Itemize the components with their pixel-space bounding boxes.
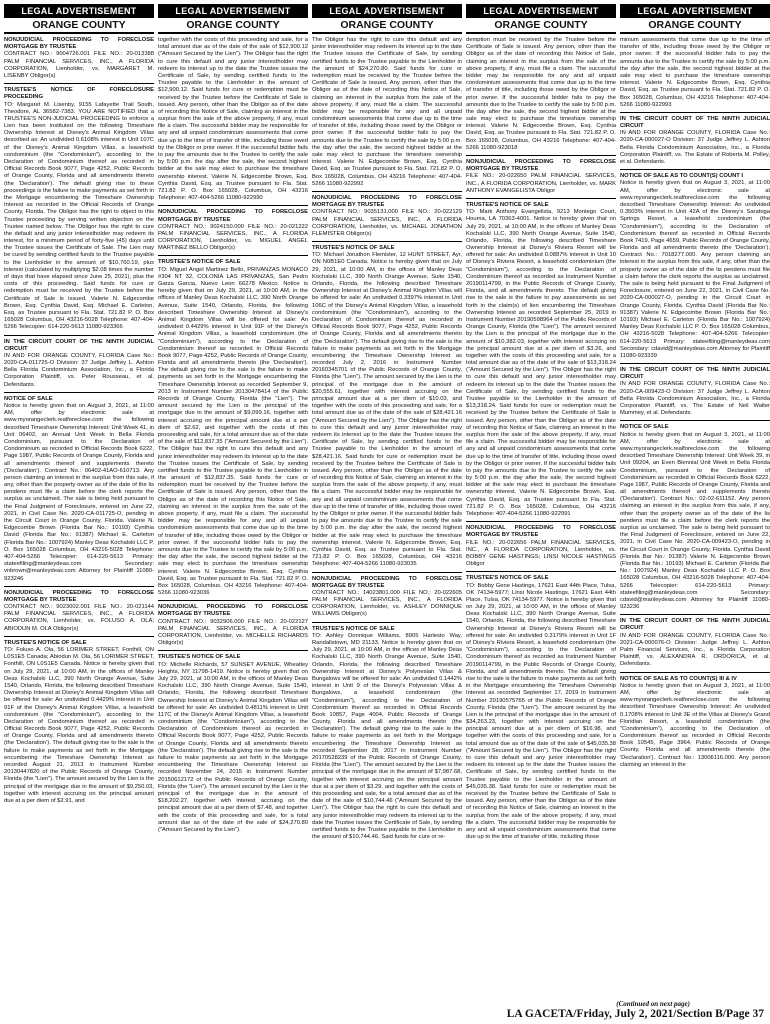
notice-divider xyxy=(158,205,308,206)
notice-divider xyxy=(4,83,154,84)
legal-notice xyxy=(312,195,462,238)
legal-notice xyxy=(4,396,154,583)
column-section-title: ORANGE COUNTY xyxy=(620,19,770,34)
column-section-title: ORANGE COUNTY xyxy=(312,19,462,34)
notice-body: minium assessments that come due up to the time of transfer of title, including those owed by the Obligor or prior owner. If the successful bidder fails to pay the amounts due to the Trustee to certify the sale by 5:00 p.m. the day after the sale, the second highest bidder at the sale may elect to purchase the timeshare ownership interest. Valerie N. Edgecombe Brown, Esq. Cynthia David, Esq. as Trustee pursuant to Fla. Stat. 721.82 P. O. Box 165028, Columbus, OH 43216 Telephone: 407-404-5266 11080-922993 xyxy=(620,37,770,108)
legal-notice xyxy=(620,367,770,417)
legal-notice xyxy=(312,37,462,188)
notice-body: TO: Mark Anthony Evangelista, 9213 Montego Court, Houma, LA 70363-4001. Notice is hereby given that on July 29, 2021, at 10:00 AM, in the offices of Manley Deas Kochalski LLC, 390 North Orange Avenue, Suite 1540, Orlando, Florida, the following described Timeshare Ownership Interest at Disney's Riviera Resort will be offered for sale: An undivided 0.0887% interest in Unit 10 of Disney's Riviera Resort, a leasehold condominium (the "Condominium"), according to the Declaration of Condominium thereof as recorded as Instrument Number 20190114799, in the Public Records of Orange County, Florida, and all amendments thereto. The default giving rise to the sale is the failure to pay assessments as set forth in the claim(s) of lien encumbering the Timeshare Ownership Interest as recorded September 25, 2019 in Instrument Number 20190598964 of the Public Records of Orange County, Florida (the "Lien"). The amount secured by the Lien is the principal of the mortgage due in the amount of $10,382.03, together with interest accruing on the principal amount due at a per diem of $3.26, and together with the costs of this proceeding and sale, for a total amount due as of the date of the sale of $13,318.24 ("Amount Secured by the Lien"). The Obligor has the right to cure this default and any junior interestholder may redeem its interest up to the date the Trustee issues the Certificate of Sale, by sending certified funds to the Trustee payable to the Lienholder in the amount of $13,318.24. Said funds for cure or redemption must be received by the Trustee before the Certificate of Sale is issued. Any person, other than the Obligor as of the date of recording this Notice of Sale, claiming an interest in the surplus from the sale of the above property, if any, must file a claim. The successful bidder may be responsible for any and all unpaid condominium assessments that come due up to the time of transfer of title, including those owed by the Obligor or prior owner. If the successful bidder fails to pay the amounts due to the Trustee to certify the sale by 5:00 p.m. the day after the sale, the second highest bidder at the sale may elect to purchase the timeshare ownership interest. Valerie N. Edgecombe Brown, Esq. Cynthia David, Esq. as Trustee pursuant to Fla. Stat. 721.82 P. O. Box 165028, Columbus, OH 43216 Telephone: 407-404-5266 11080-922991 xyxy=(466,209,616,517)
notice-heading: NONJUDICIAL PROCEEDING TO FORECLOSE MORTGAGE BY TRUSTEE xyxy=(466,525,616,539)
notice-divider xyxy=(4,586,154,587)
column-header-label: LEGAL ADVERTISEMENT xyxy=(158,4,308,18)
notice-divider xyxy=(466,155,616,156)
notice-body: Notice is hereby given that on August 3, 2021, at 11:00 AM, offer by electronic sale at www.myorangeclerk.realforeclose.com the following described Timeshare Ownership Interest: Unit Week 39, in Unit 09204, an Even Biennial Unit Week in Bella Florida Condominium, pursuant to the Declaration of Condominium as recorded in Official Records Book 6222, Page 1987, Public Records of Orange County, Florida and all amendments thereof and supplements thereto ('Declaration'). Contract No.: 02-02-611152. Any person claiming an interest in the surplus from this sale, if any, other than the property owner as of the date of the lis pendens must file a claim before the clerk reports the surplus as unclaimed. The sale is being held pursuant to the Final Judgment of Foreclosure, entered on June 22, 2021, in Civil Case No. 2020-CA-009423-O, pending in the Circuit Court in Orange County, Florida. Cynthia David (Florida Bar No.: 91387) Valerie N. Edgecombe Brown (Florida Bar No.: 10193) Michael E. Carleton (Florida Bar No.: 1007924) Manley Deas Kochalski LLC P. O. Box 165028 Columbus, OH 43216-5028 Telephone: 407-404-5266 Telecopier: 614-220-5613 Primary: stateefiling@manleydeas.com Secondary: cdavid@manleydeas.com Attorney for Plaintiff 11080-923236 xyxy=(620,431,770,611)
column-header-label: LEGAL ADVERTISEMENT xyxy=(466,4,616,18)
notice-heading: NOTICE OF SALE AS TO COUNT(S) III & IV xyxy=(620,675,737,682)
legal-notice xyxy=(158,654,308,834)
notice-divider xyxy=(466,521,616,522)
notice-divider xyxy=(312,241,462,242)
notice-heading: IN THE CIRCUIT COURT OF THE NINTH JUDICIAL CIRCUIT xyxy=(620,367,770,381)
notice-body: CONTRACT NO.: 9032906.000 FILE NO.: 20-022127 PALM FINANCIAL SERVICES, INC., A FLORIDA CORPORATION, Lienholder, vs. MICHELLE RICHARDS Obligor(s) xyxy=(158,618,308,647)
notice-heading: NONJUDICIAL PROCEEDING TO FORECLOSE MORTGAGE BY TRUSTEE xyxy=(4,589,154,603)
notice-body: CONTRACT NO.: 9023002.001 FILE NO.: 20-021144 PALM FINANCIAL SERVICES, INC., A FLORIDA CORPORATION, Lienholder, vs. FOLUSO A. OLA; ABIODUN M. OLA Obligor(s) xyxy=(4,604,154,632)
notice-divider xyxy=(620,112,770,113)
legal-notice xyxy=(620,116,770,166)
notice-body: CONTRACT NO.: 14023801.000 FILE NO.: 20-022605 PALM FINANCIAL SERVICES, INC., A FLORIDA CORPORATION, Lienholder, vs. ASHLEY DONNIQUE WILLIAMS Obligor(s) xyxy=(312,589,462,618)
notice-divider xyxy=(312,191,462,192)
legal-notice xyxy=(620,424,770,611)
legal-notice xyxy=(158,209,308,252)
legal-notice xyxy=(312,245,462,568)
notice-heading: IN THE CIRCUIT COURT OF THE NINTH JUDICIAL CIRCUIT xyxy=(4,338,154,352)
notice-body: CONTRACT NO.: 9024150.000 FILE NO.: 20-021222 PALM FINANCIAL SERVICES, INC., A FLORIDA CORPORATION, Lienholder, vs. MIGUEL ANGEL MARTINEZ BELLO Obligor(s) xyxy=(158,223,308,252)
notice-body: TO: Foluso A. Ola, 56 LORIMER STREET, Fonthill, ON L0S1E5 Canada; Abiodun M. Ola, 56 LORIMER STREET, Fonthill, ON L0S1E5 Canada. Notice is hereby given that on July 29, 2021, at 10:00 AM, in the offices of Manley Deas Kochalski LLC, 390 North Orange Avenue, Suite 1540, Orlando, Florida, the following described Timeshare Ownership Interest at Disney's Animal Kingdom Villas will be offered for sale: An undivided 0.4429% interest in Unit 91F of the Disney's Animal Kingdom Villas, a leasehold condominium (the "Condominium"), according to the Declaration of Condominium thereof as recorded in Official Records Book 9077, Page 4252, Public Records of Orange County, Florida and all amendments thereto (the 'Declaration'). The default giving rise to the sale is the failure to make payments as set forth in the Mortgage encumbering the Timeshare Ownership Interest as recorded August 21, 2013 in Instrument Number 20130447820 of the Public Records of Orange County, Florida (the "Lien"). The amount secured by the Lien is the principal of the mortgage due in the amount of $9,250.03, together with interest accruing on the principal amount due at a per diem of $2.91, and xyxy=(4,647,154,804)
notice-divider xyxy=(158,255,308,256)
legal-notice xyxy=(620,618,770,668)
notice-body: FILE NO.: 20-022656 PALM FINANCIAL SERVICES, INC., A FLORIDA CORPORATION, Lienholder, vs. BOBBY GENE HASTINGS; LINSI NICOLE HASTINGS Obligor xyxy=(466,539,616,568)
notice-heading: TRUSTEE'S NOTICE OF SALE xyxy=(158,259,241,266)
notice-body: TO: Michael Jonathon Flemister, 12 HUNT STREET, Ayr, ON N0B1E0 Canada. Notice is hereby given that on July 29, 2021, at 10:00 AM, in the offices of Manley Deas Kochalski LLC, 390 North Orange Avenue, Suite 1540, Orlando, Florida, the following described Timeshare Ownership Interest at Disney's Animal Kingdom Villas will be offered for sale: An undivided 0.3397% interest in Unit 106C of the Disney's Animal Kingdom Villas, a leasehold condominium (the "Condominium"), according to the Declaration of Condominium thereof as recorded in Official Records Book 9077, Page 4252, Public Records of Orange County, Florida and all amendments thereto (the 'Declaration'). The default giving rise to the sale is the failure to make payments as set forth in the Mortgage encumbering the Timeshare Ownership Interest as recorded July 2, 2016 in Instrument Number 20160345701 of the Public Records of Orange County, Florida (the "Lien"). The amount secured by the Lien is the principal of the mortgage due in the amount of $20,555.61, together with interest accruing on the principal amount due at a per diem of $10.03, and together with the costs of this proceeding and sale, for a total amount due as of the date of the sale of $28,421.16 ("Amount Secured by the Lien"). The Obligor has the right to cure this default and any junior interestholder may redeem its interest up to the date the Trustee issues the Certificate of Sale, by sending certified funds to the Trustee payable to the Lienholder in the amount of $28,421.16. Said funds for cure or redemption must be received by the Trustee before the Certificate of Sale is issued. Any person, other than the Obligor as of the date of recording this Notice of Sale, claiming an interest in the surplus from the sale of the above property, if any, must file a claim. The successful bidder may be responsible for any and all unpaid condominium assessments that come due up to the time of transfer of title, including those owed by the Obligor or prior owner. If the successful bidder fails to pay the amounts due to the Trustee to certify the sale by 5:00 p.m. the day after the sale, the second highest bidder at the sale may elect to purchase the timeshare ownership interest. Valerie N. Edgecombe Brown, Esq. Cynthia David, Esq. as Trustee pursuant to Fla. Stat. 721.82 P. O. Box 165028, Columbus, OH 43216 Telephone: 407-404-5266 11080-923035 xyxy=(312,252,462,568)
notice-heading: TRUSTEE'S NOTICE OF SALE xyxy=(312,245,395,252)
notice-heading: NONJUDICIAL PROCEEDING TO FORECLOSE MORTGAGE BY TRUSTEE xyxy=(4,37,154,51)
notice-divider xyxy=(620,672,770,673)
column-section-title: ORANGE COUNTY xyxy=(158,19,308,34)
page-folio: LA GACETA/Friday, July 2, 2021/Section B/Page 37 xyxy=(506,1008,764,1020)
notice-heading: TRUSTEE'S NOTICE OF SALE xyxy=(4,639,87,646)
notice-divider xyxy=(4,636,154,637)
notice-body: CONTRACT NO.: 9004726.001 FILE NO.: 20-013388 PALM FINANCIAL SERVICES, INC., A FLORIDA CORPORATION, Lienholder, vs. MARGARET M. LISENBY Obligor(s) xyxy=(4,51,154,79)
notice-divider xyxy=(466,198,616,199)
notice-divider xyxy=(620,420,770,421)
notice-heading: NONJUDICIAL PROCEEDING TO FORECLOSE MORTGAGE BY TRUSTEE xyxy=(312,194,462,209)
legal-notice xyxy=(4,590,154,633)
notice-divider xyxy=(4,335,154,336)
legal-notice xyxy=(158,37,308,202)
legal-notice xyxy=(4,87,154,331)
notice-heading: NOTICE OF SALE AS TO COUNT(S) COUNT I xyxy=(620,173,744,180)
legal-notice xyxy=(312,626,462,842)
notice-heading: TRUSTEE'S NOTICE OF SALE xyxy=(312,625,395,632)
legal-columns xyxy=(4,4,770,1004)
legal-notice xyxy=(4,640,154,805)
legal-notice xyxy=(620,676,770,769)
column-header-label: LEGAL ADVERTISEMENT xyxy=(312,4,462,18)
notice-body: TO: Bobby Gene Hastings, 17621 East 44th Place, Tulsa, OK 74134-5977; Linsi Nicole Hastings, 17621 East 44th Place, Tulsa, OK 74134-5977. Notice is hereby given that on July 29, 2021, at 10:00 AM, in the offices of Manley Deas Kochalski LLC, 390 North Orange Avenue, Suite 1540, Orlando, Florida, the following described Timeshare Ownership Interest at Disney's Riviera Resort will be offered for sale: An undivided 0.3179% interest in Unit 1F of Disney's Riviera Resort, a leasehold condominium (the "Condominium"), according to the Declaration of Condominium thereof as recorded as Instrument Number 20190114799, in the Public Records of Orange County, Florida, and all amendments thereto. The default giving rise to the sale is the failure to make payments as set forth in the Mortgage encumbering the Timeshare Ownership Interest as recorded September 17, 2019 in Instrument Number 20190575765 of the Public Records of Orange County, Florida (the "Lien"). The amount secured by the Lien is the principal of the mortgage due in the amount of $34,263.23, together with interest accruing on the principal amount due at a per diem of $16.98, and together with the costs of this proceeding and sale, for a total amount due as of the date of the sale of $45,035.38 ("Amount Secured by the Lien"). The Obligor has the right to cure this default and any junior interestholder may redeem its interest up to the date the Trustee issues the Certificate of Sale, by sending certified funds to the Trustee payable to the Lienholder in the amount of $45,035.38. Said funds for cure or redemption must be received by the Trustee before the Certificate of Sale is issued. Any person, other than the Obligor as of the date of recording this Notice of Sale, claiming an interest in the surplus from the sale of the above property, if any, must file a claim. The successful bidder may be responsible for any and all unpaid condominium assessments that come due up to the time of transfer of title, including those xyxy=(466,582,616,841)
notice-heading: NONJUDICIAL PROCEEDING TO FORECLOSE MORTGAGE BY TRUSTEE xyxy=(312,575,462,589)
notice-heading: NOTICE OF SALE xyxy=(4,395,53,402)
notice-heading: TRUSTEE'S NOTICE OF SALE xyxy=(466,201,549,208)
notice-heading: TRUSTEE'S NOTICE OF SALE xyxy=(466,575,549,582)
column-section-title: ORANGE COUNTY xyxy=(466,19,616,34)
notice-heading: TRUSTEE'S NOTICE OF FORECLOSURE PROCEEDING xyxy=(4,87,154,101)
column-1 xyxy=(4,4,154,1004)
legal-notice xyxy=(466,575,616,841)
notice-divider xyxy=(620,169,770,170)
notice-divider xyxy=(620,363,770,364)
notice-body: IN AND FOR ORANGE COUNTY, FLORIDA Case No.: 2020-CA-000027-O Division: 37 Judge Jeffrey L. Ashton Bella Florida Condominium Association, Inc., a Florida Corporation Plaintiff, vs. The Estate of Roberta M. Polley, et al. Defendants. xyxy=(620,130,770,165)
notice-heading: NONJUDICIAL PROCEEDING TO FORECLOSE MORTGAGE BY TRUSTEE xyxy=(158,604,308,618)
notice-body: demption must be received by the Trustee before the Certificate of Sale is issued. Any person, other than the Obligor as of the date of recording this Notice of Sale, claiming an interest in the surplus from the sale of the above property, if any, must file a claim. The successful bidder may be responsible for any and all unpaid condominium assessments that come due up to the time of transfer of title, including those owed by the Obligor or prior owner. If the successful bidder fails to pay the amounts due to the Trustee to certify the sale by 5:00 p.m. the day after the sale, the second highest bidder at the sale may elect to purchase the timeshare ownership interest. Valerie N. Edgecombe Brown, Esq. Cynthia David, Esq. as Trustee pursuant to Fla. Stat. 721.82 P. O. Box 165028, Columbus, OH 43216 Telephone: 407-404-5266 11080-923018 xyxy=(466,37,616,151)
notice-divider xyxy=(312,572,462,573)
continued-note: (Continued on next page) xyxy=(616,1000,690,1008)
legal-notice xyxy=(4,37,154,80)
notice-divider xyxy=(158,600,308,601)
legal-notice xyxy=(158,604,308,647)
column-5 xyxy=(620,4,770,1004)
notice-divider xyxy=(466,571,616,572)
notice-heading: IN THE CIRCUIT COURT OF THE NINTH JUDICIAL CIRCUIT xyxy=(620,618,770,632)
notice-divider xyxy=(158,650,308,651)
legal-notice xyxy=(312,576,462,619)
column-3 xyxy=(312,4,462,1004)
notice-body: IN AND FOR ORANGE COUNTY, FLORIDA Case No.: 2021-CA-000076-O Division: Judge Jeffrey L. Ashton Palm Financial Services, Inc., a Florida Corporation Plaintiff, vs. ALEXANDRA R. ORDORICA, et al. Defendants. xyxy=(620,632,770,668)
notice-heading: NONJUDICIAL PROCEEDING TO FORECLOSE MORTGAGE BY TRUSTEE xyxy=(158,209,308,223)
legal-notice xyxy=(466,202,616,518)
notice-body: together with the costs of this proceeding and sale, for a total amount due as of the date of the sale of $12,900.12 ("Amount Secured by the Lien"). The Obligor has the right to cure this default and any junior interestholder may redeem its interest up to the date the Trustee issues the Certificate of Sale, by sending certified funds to the Trustee payable to the Lienholder in the amount of $12,900.12. Said funds for cure or redemption must be received by the Trustee before the Certificate of Sale is issued. Any person, other than the Obligor as of the date of recording this Notice of Sale, claiming an interest in the surplus from the sale of the above property, if any, must file a claim. The successful bidder may be responsible for any and all unpaid condominium assessments that come due up to the time of transfer of title, including those owed by the Obligor or prior owner. If the successful bidder fails to pay the amounts due to the Trustee to certify the sale by 5:00 p.m. the day after the sale, the second highest bidder at the sale may elect to purchase the timeshare ownership interest. Valerie N. Edgecombe Brown, Esq. Cynthia David, Esq. as Trustee pursuant to Fla. Stat. 721.82 P. O. Box 165028, Columbus, OH 43216 Telephone: 407-404-5266 11080-922990 xyxy=(158,37,308,202)
legal-notice xyxy=(466,37,616,152)
notice-body: The Obligor has the right to cure this default and any junior interestholder may redeem its interest up to the date the Trustee issues the Certificate of Sale, by sending certified funds to the Trustee payable to the Lienholder in the amount of $24,270.80. Said funds for cure or redemption must be received by the Trustee before the Certificate of Sale is issued. Any person, other than the Obligor as of the date of recording this Notice of Sale, claiming an interest in the surplus from the sale of the above property, if any, must file a claim. The successful bidder may be responsible for any and all unpaid condominium assessments that come due up to the time of transfer of title, including those owed by the Obligor or prior owner. If the successful bidder fails to pay the amounts due to the Trustee to certify the sale by 5:00 p.m. the day after the sale, the second highest bidder at the sale may elect to purchase the timeshare ownership interest. Valerie N. Edgecombe Brown, Esq. Cynthia David, Esq. as Trustee pursuant to Fla. Stat. 721.82 P. O. Box 165028, Columbus, OH 43216 Telephone: 407-404-5266 11080-922992 xyxy=(312,37,462,187)
column-header-label: LEGAL ADVERTISEMENT xyxy=(620,4,770,18)
legal-notice xyxy=(4,339,154,389)
column-4 xyxy=(466,4,616,1004)
notice-body: TO: Michelle Richards, 57 SUNSET AVENUE, Wheatley Heights, NY 11798-1419. Notice is hereby given that on July 29, 2021, at 10:00 AM, in the offices of Manley Deas Kochalski LLC, 390 North Orange Avenue, Suite 1540, Orlando, Florida, the following described Timeshare Ownership Interest at Disney's Animal Kingdom Villas will be offered for sale: An undivided 0.4811% interest in Unit 117C of the Disney's Animal Kingdom Villas, a leasehold condominium (the "Condominium"), according to the Declaration of Condominium thereof as recorded in Official Records Book 9077, Page 4252, Public Records of Orange County, Florida and all amendments thereto (the 'Declaration'). The default giving rise to the sale is the failure to make payments as set forth in the Mortgage encumbering the Timeshare Ownership Interest as recorded November 24, 2015 in Instrument Number 20150612172 of the Public Records of Orange County, Florida (the "Lien"). The amount secured by the Lien is the principal of the mortgage due in the amount of $18,202.27, together with interest accruing on the principal amount due at a per diem of $7.48, and together with the costs of this proceeding and sale, for a total amount due as of the date of the sale of $24,270.80 ("Amount Secured by the Lien"). xyxy=(158,661,308,833)
notice-body: Notice is hereby given that on August 3, 2021, at 11:00 AM, offer by electronic sale at www.myorangeclerk.realforeclose.com the following described Timeshare Ownership Interest: Unit Week 41, in Unit 06402, an Annual Unit Week in Bella Florida Condominium, pursuant to the Declaration of Condominium as recorded in Official Records Book 6222, Page 1987, Public Records of Orange County, Florida and all amendments thereof and supplements thereto ('Declaration'). Contract No.: 06402-41AO-610713. Any person claiming an interest in the surplus from this sale, if any, other than the property owner as of the date of the lis pendens must file a claim before the clerk reports the surplus as unclaimed. The sale is being held pursuant to the Final Judgment of Foreclosure, entered on June 22, 2021, in Civil Case No. 2020-CA-011725-O, pending in the Circuit Court in Orange County, Florida. Valerie N. Edgecombe Brown (Florida Bar No.: 10193) Cynthia David (Florida Bar No.: 91387) Michael E. Carleton (Florida Bar No.: 1007924) Manley Deas Kochalski LLC P. O. Box 165028 Columbus, OH 43216-5028 Telephone: 407-404-5266 Telecopier: 614-220-5613 Primary: stateefiling@manleydeas.com Secondary: vnbrown@manleydeas.com Attorney for Plaintiff 11080-923246 xyxy=(4,403,154,582)
notice-heading: NONJUDICIAL PROCEEDING TO FORECLOSE MORTGAGE BY TRUSTEE xyxy=(466,159,616,173)
notice-divider xyxy=(4,392,154,393)
notice-body: Notice is hereby given that on August 3, 2021, at 11:00 AM, offer by electronic sale at www.myorangeclerk.realforeclose.com the following described Timeshare Ownership Interest: An undivided 0.1708% interest in Unit 3E of the Villas at Disney's Grand Floridian Resort, a leasehold condominium (the "Condominium"), according to the Declaration of Condominium thereof as recorded in Official Records Book 10545, Page 3964, Public Records of Orange County, Florida and all amendments thereto (the 'Declaration'). Contract No.: 13006116.000. Any person claiming an interest in the xyxy=(620,682,770,768)
notice-heading: IN THE CIRCUIT COURT OF THE NINTH JUDICIAL CIRCUIT xyxy=(620,115,770,130)
legal-notice xyxy=(620,37,770,109)
notice-body: IN AND FOR ORANGE COUNTY, FLORIDA Case No.: 2020-CA-011725-O Division: 37 Judge Jeffrey L. Ashton Bella Florida Condominium Association, Inc., a Florida Corporation Plaintiff, vs. Peter Rousseau, et al. Defendants. xyxy=(4,352,154,388)
legal-notice xyxy=(620,173,770,360)
notice-divider xyxy=(312,622,462,623)
notice-body: Notice is hereby given that on August 3, 2021, at 11:00 AM, offer by electronic sale at www.myorangeclerk.realforeclose.com the following described Timeshare Ownership Interest: An undivided 0.3503% interest in Unit 42A of the Disney's Saratoga Springs Resort, a leasehold condominium (the "Condominium"), according to the Declaration of Condominium thereof as recorded in Official Records Book 7419, Page 4659, Public Records of Orange County, Florida and all amendments thereto (the 'Declaration'). Contract No.: 7018277.000. Any person claiming an interest in the surplus from this sale, if any, other than the property owner as of the date of the lis pendens must file a claim before the clerk reports the surplus as unclaimed. The sale is being held pursuant to the Final Judgment of Foreclosure, entered on June 22, 2021, in Civil Case No. 2020-CA-000027-O, pending in the Circuit Court in Orange County, Florida. Cynthia David (Florida Bar No.: 91387) Valerie N. Edgecombe Brown (Florida Bar No.: 10193) Michael E. Carleton (Florida Bar No.: 1007924) Manley Deas Kochalski LLC P. O. Box 165028 Columbus, OH 43216-5028 Telephone: 407-404-5266 Telecopier: 614-220-5613 Primary: stateefiling@manleydeas.com Secondary: cdavid@manleydeas.com Attorney for Plaintiff 11080-923339 xyxy=(620,180,770,359)
page-footer xyxy=(0,1000,770,1022)
notice-body: TO: Ashley Donnique Williams, 8905 Harlesto Way, Randallstown, MD 21133. Notice is hereby given that on July 29, 2021, at 10:00 AM, in the offices of Manley Deas Kochalski LLC, 390 North Orange Avenue, Suite 1540, Orlando, Florida, the following described Timeshare Ownership Interest at Disney's Polynesian Villas & Bungalows will be offered for sale: An undivided 0.1442% interest in Unit 9 of the Disney's Polynesian Villas & Bungalows, a leasehold condominium (the "Condominium"), according to the Declaration of Condominium thereof as recorded in Official Records Book 10857, Page 4004, Public Records of Orange County, Florida and all amendments thereto (the 'Declaration'). The default giving rise to the sale is the failure to make payments as set forth in the Mortgage encumbering the Timeshare Ownership Interest as recorded September 28, 2017 in Instrument Number 20170528239 of the Public Records of Orange County, Florida (the "Lien"). The amount secured by the Lien is the principal of the mortgage due in the amount of $7,987.68, together with interest accruing on the principal amount due at a per diem of $3.29, and together with the costs of this proceeding and sale, for a total amount due as of the date of the sale of $10,744.46 ("Amount Secured by the Lien"). The Obligor has the right to cure this default and any junior interestholder may redeem its interest up to the date the Trustee issues the Certificate of Sale, by sending certified funds to the Trustee payable to the Lienholder in the amount of $10,744.46. Said funds for cure or re- xyxy=(312,632,462,841)
notice-heading: NOTICE OF SALE xyxy=(620,424,669,431)
notice-body: FILE NO.: 20-022650 PALM FINANCIAL SERVICES, INC., A FLORIDA CORPORATION, Lienholder, vs. MARK ANTHONY EVANGELISTA Obligor xyxy=(466,173,616,194)
notice-body: CONTRACT NO.: 9035131.000 FILE NO.: 20-022129 PALM FINANCIAL SERVICES, INC., A FLORIDA CORPORATION, Lienholder, vs. MICHAEL JONATHON FLEMISTER Obligor(s) xyxy=(312,209,462,237)
legal-notice xyxy=(158,259,308,597)
column-header-label: LEGAL ADVERTISEMENT xyxy=(4,4,154,18)
notice-heading: TRUSTEE'S NOTICE OF SALE xyxy=(158,654,241,661)
legal-notice xyxy=(466,525,616,568)
notice-body: TO: Miguel Angel Martinez Bello, PRIVANZAS MONACO #304 NT 32, COLONIA LAS PRIVANZAS, San Pedro Garza Garcia, Nuevo Leon 66278 Mexico. Notice is hereby given that on July 29, 2021, at 10:00 AM, in the offices of Manley Deas Kochalski LLC, 390 North Orange Avenue, Suite 1540, Orlando, Florida, the following described Timeshare Ownership Interest at Disney's Animal Kingdom Villas will be offered for sale: An undivided 0.4429% interest in Unit 91F of the Disney's Animal Kingdom Villas, a leasehold condominium (the "Condominium"), according to the Declaration of Condominium thereof as recorded in Official Records Book 9077, Page 4252, Public Records of Orange County, Florida and all amendments thereto (the 'Declaration'). The default giving rise to the sale is the failure to make payments as set forth in the Mortgage encumbering the Timeshare Ownership Interest as recorded September 9, 2013 in Instrument Number 20130478414 of the Public Records of Orange County, Florida (the "Lien"). The amount secured by the Lien is the principal of the mortgage due in the amount of $9,099.16, together with interest accruing on the principal amount due at a per diem of $2.62, and together with the costs of this proceeding and sale, for a total amount due as of the date of the sale of $12,837.35 ("Amount Secured by the Lien"). The Obligor has the right to cure this default and any junior interestholder may redeem its interest up to the date the Trustee issues the Certificate of Sale, by sending certified funds to the Trustee payable to the Lienholder in the amount of $12,837.35. Said funds for cure or redemption must be received by the Trustee before the Certificate of Sale is issued. Any person, other than the Obligor as of the date of recording this Notice of Sale, claiming an interest in the surplus from the sale of the above property, if any, must file a claim. The successful bidder may be responsible for any and all unpaid condominium assessments that come due up to the time of transfer of title, including those owed by the Obligor or prior owner. If the successful bidder fails to pay the amounts due to the Trustee to certify the sale by 5:00 p.m. the day after the sale, the second highest bidder at the sale may elect to purchase the timeshare ownership interest. Valerie N. Edgecombe Brown, Esq. Cynthia David, Esq. as Trustee pursuant to Fla. Stat. 721.82 P. O. Box 165028, Columbus, OH 43216 Telephone: 407-404-5266 11080-923036 xyxy=(158,266,308,597)
notice-body: IN AND FOR ORANGE COUNTY, FLORIDA Case No.: 2020-CA-009423-O Division: 37 Judge Jeffrey L. Ashton Bella Florida Condominium Association, Inc., a Florida Corporation Plaintiff, vs. The Estate of Neil Walter Mummey, et al. Defendants. xyxy=(620,381,770,417)
legal-notice xyxy=(466,159,616,195)
notice-body: TO: Margaret M. Lisenby, 9155 Lafayette Trail South, Theodore, AL 36582-7383. YOU ARE NOTIFIED that a TRUSTEE'S NON-JUDICIAL PROCEEDING to enforce a Lien has been instituted on the following Timeshare Ownership Interest at Disney's Animal Kingdom Villas described as: An undivided 0.6108% interest in Unit 107C of the Disney's Animal Kingdom Villas, a leasehold condominium (the "Condominium"), according to the Declaration of Condominium thereof as recorded in Official Records Book 9077, Page 4252, Public Records of Orange County, Florida and all amendments thereto (the 'Declaration'). The default giving rise to these proceedings is the failure to make payments as set forth in the Mortgage encumbering the Timeshare Ownership Interest as recorded in the Official Records of Orange County, Florida. The Obligor has the right to object to this Trustee proceeding by serving written objection on the Trustee named below. The Obligor has the right to cure the default and any junior interestholder may redeem its interest, for a minimum period of forty-five (45) days until the Trustee issues the Certificate of Sale. The Lien may be cured by sending certified funds to the Trustee payable to the Lienholder in the amount of $10,760.19, plus interest (calculated by multiplying $2.08 times the number of days that have elapsed since June 25, 2021), plus the costs of this proceeding. Said funds for cure or redemption must be received by the Trustee before the Certificate of Sale is issued. Valerie N. Edgecombe Brown, Esq. Cynthia David, Esq. Michael E. Carleton, Esq. as Trustee pursuant to Fla. Stat. 721.82 P. O. Box 165028 Columbus, OH 43216-5028 Telephone: 407-404-5266 Telecopier: 614-220-5613 11080-923366 xyxy=(4,101,154,331)
column-2 xyxy=(158,4,308,1004)
notice-divider xyxy=(620,614,770,615)
column-section-title: ORANGE COUNTY xyxy=(4,19,154,34)
